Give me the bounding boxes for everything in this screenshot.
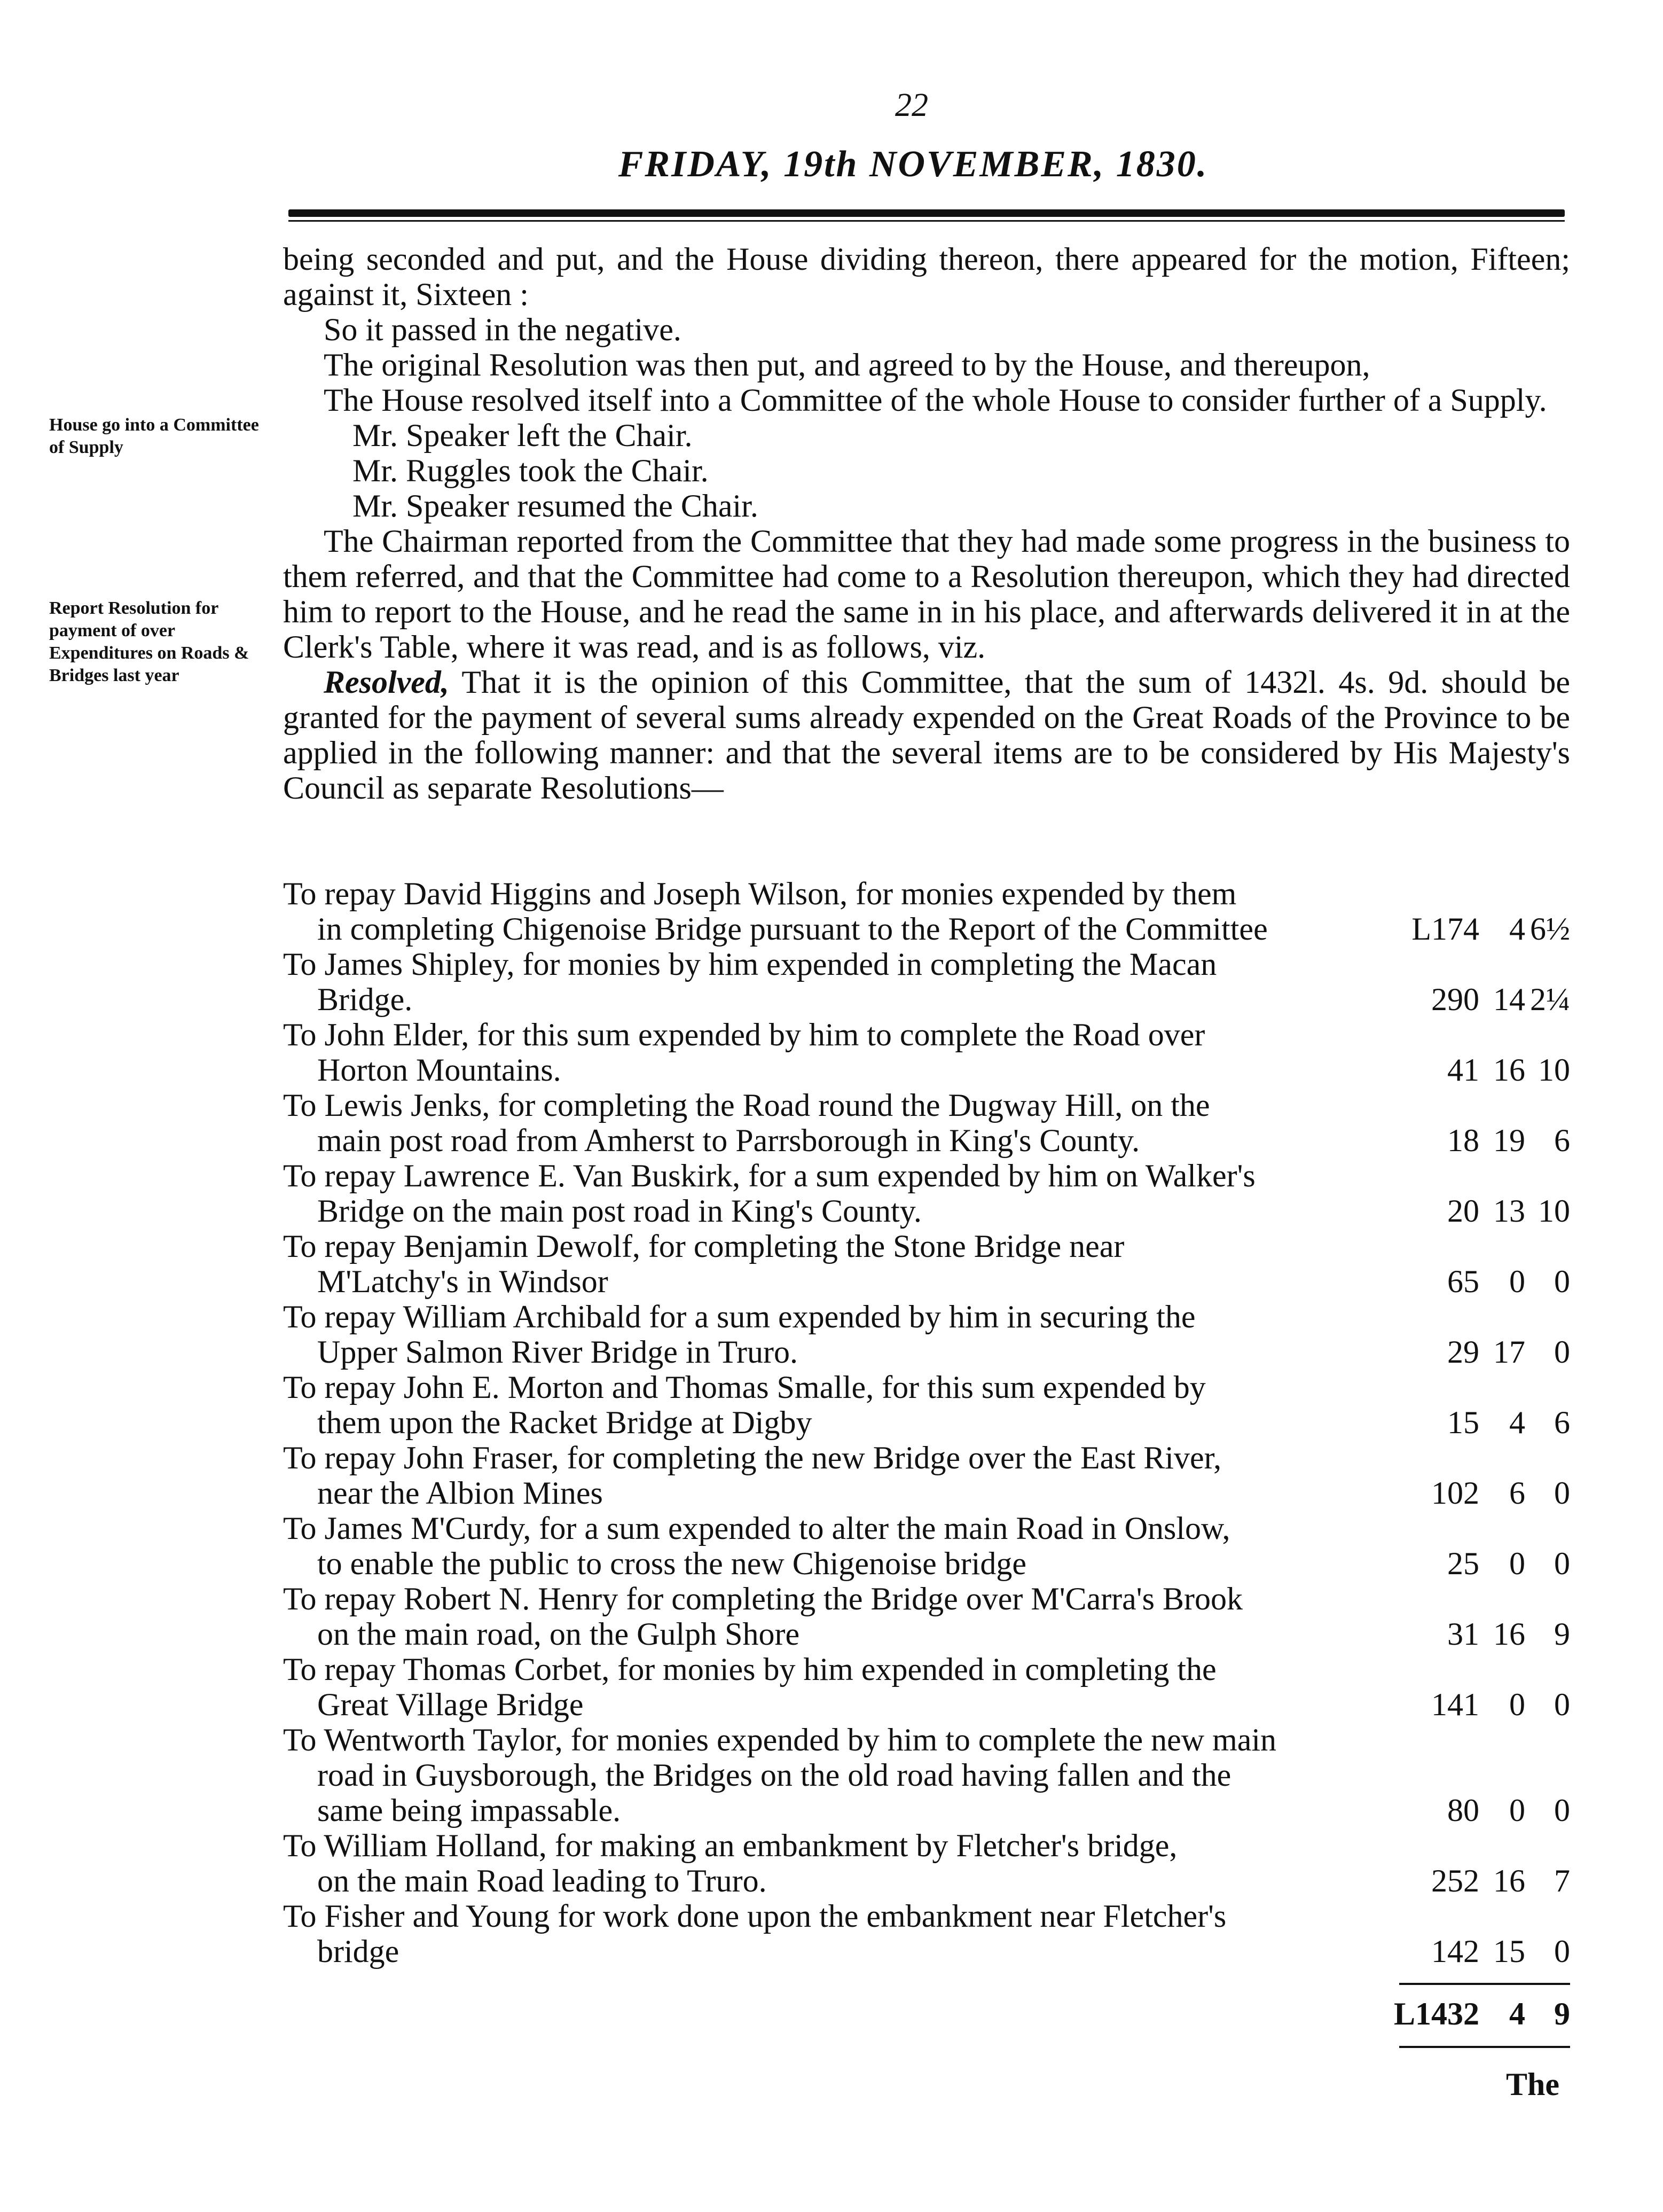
entry-line: M'Latchy's in Windsor [317, 1264, 608, 1299]
total-pounds: L1432 [1393, 1996, 1479, 2031]
entry-amount [1405, 1334, 1570, 1370]
amount-shillings: 4 [1509, 911, 1525, 947]
entry-amount [1405, 1123, 1570, 1158]
expenditure-entry [283, 1511, 1570, 1581]
entry-amount [1405, 1687, 1570, 1722]
amount-shillings: 16 [1493, 1616, 1525, 1652]
entry-description [283, 1370, 1405, 1440]
paragraph: Mr. Speaker left the Chair. [352, 418, 693, 453]
entry-amount [1405, 1616, 1570, 1652]
resolved-label: Resolved, [324, 665, 449, 700]
entry-amount [1405, 982, 1570, 1017]
entry-line: same being impassable. [317, 1793, 621, 1828]
margin-note-supply: House go into a Committee of Supply [49, 415, 259, 457]
amount-pence: 0 [1554, 1264, 1570, 1299]
amount-shillings: 14 [1493, 982, 1525, 1017]
entry-line: main post road from Amherst to Parrsborough in King's County. [317, 1123, 1140, 1158]
amount-pence: 0 [1554, 1475, 1570, 1511]
expenditure-entry [283, 947, 1570, 1017]
entry-amount [1405, 911, 1570, 947]
entry-description [283, 1722, 1405, 1828]
amount-pence: 6 [1554, 1405, 1570, 1440]
expenditure-entry [283, 1370, 1570, 1440]
entry-line: To John Elder, for this sum expended by him to complete the Road over [283, 1017, 1205, 1052]
amount-shillings: 17 [1493, 1334, 1525, 1370]
header-rule [288, 209, 1565, 217]
entry-description [283, 1229, 1405, 1299]
header-rule-thin [288, 220, 1565, 222]
sum-rule-bottom [1399, 2046, 1570, 2048]
amount-pounds: 65 [1447, 1264, 1479, 1299]
expenditure-entry [283, 1229, 1570, 1299]
expenditure-entry [283, 1017, 1570, 1088]
entry-description [283, 1017, 1405, 1088]
amount-pounds: 18 [1447, 1123, 1479, 1158]
entry-line: on the main Road leading to Truro. [317, 1863, 767, 1898]
entry-line: Bridge. [317, 982, 413, 1017]
amount-pounds: 29 [1447, 1334, 1479, 1370]
amount-shillings: 19 [1493, 1123, 1525, 1158]
entry-amount [1405, 1793, 1570, 1828]
catchword: The [1506, 2067, 1560, 2102]
entry-description [283, 1511, 1405, 1581]
total-shillings: 4 [1509, 1996, 1525, 2031]
entry-line: in completing Chigenoise Bridge pursuant to the Report of the Committee [317, 911, 1268, 947]
amount-pounds: 142 [1431, 1934, 1479, 1969]
entry-amount [1405, 1264, 1570, 1299]
entry-amount [1405, 1546, 1570, 1581]
entry-line: near the Albion Mines [317, 1475, 603, 1511]
entry-amount [1405, 1405, 1570, 1440]
total-pence: 9 [1554, 1996, 1570, 2031]
expenditure-entry [283, 1088, 1570, 1158]
amount-shillings: 0 [1509, 1264, 1525, 1299]
expenditure-entry [283, 1898, 1570, 1969]
entry-line: to enable the public to cross the new Chigenoise bridge [317, 1546, 1026, 1581]
expenditure-entry [283, 1722, 1570, 1828]
paragraph: So it passed in the negative. [324, 312, 681, 347]
amount-pounds: 31 [1447, 1616, 1479, 1652]
paragraph: The House resolved itself into a Committee of the whole House to consider further of a Supply. [324, 382, 1547, 418]
entry-line: To repay Thomas Corbet, for monies by him expended in completing the [283, 1652, 1217, 1687]
amount-shillings: 4 [1509, 1405, 1525, 1440]
entry-line: Great Village Bridge [317, 1687, 584, 1722]
margin-note-report: Report Resolution for payment of over Expenditures on Roads & Bridges last year [49, 598, 249, 685]
amount-pounds: 290 [1431, 982, 1479, 1017]
amount-pounds: 15 [1447, 1405, 1479, 1440]
amount-pence: 2¼ [1530, 982, 1570, 1017]
entry-line: road in Guysborough, the Bridges on the old road having fallen and the [317, 1757, 1231, 1793]
entry-description [283, 1158, 1405, 1229]
entry-amount [1405, 1934, 1570, 1969]
amount-pounds: L174 [1411, 911, 1479, 947]
sum-rule-top [1399, 1983, 1570, 1985]
entry-line: To William Holland, for making an embankment by Fletcher's bridge, [283, 1828, 1178, 1863]
amount-shillings: 16 [1493, 1052, 1525, 1088]
entry-description [283, 1440, 1405, 1511]
amount-shillings: 13 [1493, 1193, 1525, 1229]
paragraph: Mr. Ruggles took the Chair. [352, 453, 709, 488]
entry-line: To repay David Higgins and Joseph Wilson, for monies expended by them [283, 876, 1237, 911]
amount-pounds: 25 [1447, 1546, 1479, 1581]
amount-shillings: 0 [1509, 1793, 1525, 1828]
entry-line: To James M'Curdy, for a sum expended to alter the main Road in Onslow, [283, 1511, 1230, 1546]
amount-shillings: 6 [1509, 1475, 1525, 1511]
entry-description [283, 1581, 1405, 1652]
amount-pence: 0 [1554, 1934, 1570, 1969]
entry-line: To Lewis Jenks, for completing the Road round the Dugway Hill, on the [283, 1088, 1210, 1123]
entry-description [283, 1898, 1405, 1969]
entry-line: To James Shipley, for monies by him expended in completing the Macan [283, 947, 1217, 982]
expenditure-entry [283, 1299, 1570, 1370]
entry-line: bridge [317, 1934, 399, 1969]
amount-pence: 0 [1554, 1546, 1570, 1581]
amount-pence: 0 [1554, 1334, 1570, 1370]
entry-line: To repay William Archibald for a sum expended by him in securing the [283, 1299, 1196, 1334]
amount-shillings: 15 [1493, 1934, 1525, 1969]
entry-line: To repay Benjamin Dewolf, for completing the Stone Bridge near [283, 1229, 1125, 1264]
amount-pence: 7 [1554, 1863, 1570, 1898]
amount-shillings: 0 [1509, 1546, 1525, 1581]
amount-pounds: 80 [1447, 1793, 1479, 1828]
amount-pounds: 102 [1431, 1475, 1479, 1511]
expenditure-entry [283, 1581, 1570, 1652]
entry-line: Horton Mountains. [317, 1052, 561, 1088]
entry-description [283, 876, 1405, 947]
entry-amount [1405, 1052, 1570, 1088]
entry-line: them upon the Racket Bridge at Digby [317, 1405, 812, 1440]
page-title: FRIDAY, 19th NOVEMBER, 1830. [618, 144, 1209, 185]
entry-line: on the main road, on the Gulph Shore [317, 1616, 800, 1652]
entry-amount [1405, 1193, 1570, 1229]
entry-description [283, 1828, 1405, 1898]
page-number: 22 [895, 87, 928, 123]
resolution-text: That it is the opinion of this Committee, that the sum of 1432l. 4s. 9d. should be granted for the payment of several sums already expended on the Great Roads of the Province to be applied in the following manner: and that the several items are to be considered by His Majesty's Council as separate Resolutions— [283, 665, 1570, 806]
amount-pence: 0 [1554, 1793, 1570, 1828]
paragraph: being seconded and put, and the House dividing thereon, there appeared for the motion, Fifteen; against it, Sixteen : [283, 241, 1570, 312]
amount-pence: 10 [1538, 1052, 1570, 1088]
entry-line: To Fisher and Young for work done upon the embankment near Fletcher's [283, 1898, 1227, 1934]
entry-description [283, 1088, 1405, 1158]
amount-pounds: 141 [1431, 1687, 1479, 1722]
expenditure-list [283, 876, 1570, 1969]
entry-amount [1405, 1475, 1570, 1511]
total-amount [1335, 1996, 1570, 2033]
entry-amount [1405, 1863, 1570, 1898]
amount-pounds: 252 [1431, 1863, 1479, 1898]
body-text [283, 241, 1570, 806]
entry-description [283, 1652, 1405, 1722]
amount-pence: 9 [1554, 1616, 1570, 1652]
amount-shillings: 16 [1493, 1863, 1525, 1898]
entry-line: Bridge on the main post road in King's County. [317, 1193, 922, 1229]
entry-description [283, 1299, 1405, 1370]
amount-pence: 0 [1554, 1687, 1570, 1722]
paragraph: Mr. Speaker resumed the Chair. [352, 488, 758, 523]
expenditure-entry [283, 876, 1570, 947]
expenditure-entry [283, 1828, 1570, 1898]
amount-pounds: 41 [1447, 1052, 1479, 1088]
amount-pence: 10 [1538, 1193, 1570, 1229]
amount-pence: 6 [1554, 1123, 1570, 1158]
entry-line: To repay John Fraser, for completing the new Bridge over the East River, [283, 1440, 1222, 1475]
amount-pounds: 20 [1447, 1193, 1479, 1229]
entry-description [283, 947, 1405, 1017]
entry-line: To Wentworth Taylor, for monies expended by him to complete the new main [283, 1722, 1277, 1757]
entry-line: To repay John E. Morton and Thomas Smalle, for this sum expended by [283, 1370, 1206, 1405]
expenditure-entry [283, 1158, 1570, 1229]
entry-line: To repay Lawrence E. Van Buskirk, for a sum expended by him on Walker's [283, 1158, 1256, 1193]
paragraph: The original Resolution was then put, and agreed to by the House, and thereupon, [324, 347, 1370, 382]
entry-line: To repay Robert N. Henry for completing the Bridge over M'Carra's Brook [283, 1581, 1243, 1616]
resolution-paragraph [283, 665, 1570, 806]
amount-pence: 6½ [1530, 911, 1570, 947]
expenditure-entry [283, 1652, 1570, 1722]
entry-line: Upper Salmon River Bridge in Truro. [317, 1334, 798, 1370]
paragraph: The Chairman reported from the Committee that they had made some progress in the business to them referred, and that the Committee had come to a Resolution thereupon, which they had directed him to report to the House, and he read the same in in his place, and afterwards delivered it in at the Clerk's Table, where it was read, and is as follows, viz. [283, 523, 1570, 665]
expenditure-entry [283, 1440, 1570, 1511]
amount-shillings: 0 [1509, 1687, 1525, 1722]
